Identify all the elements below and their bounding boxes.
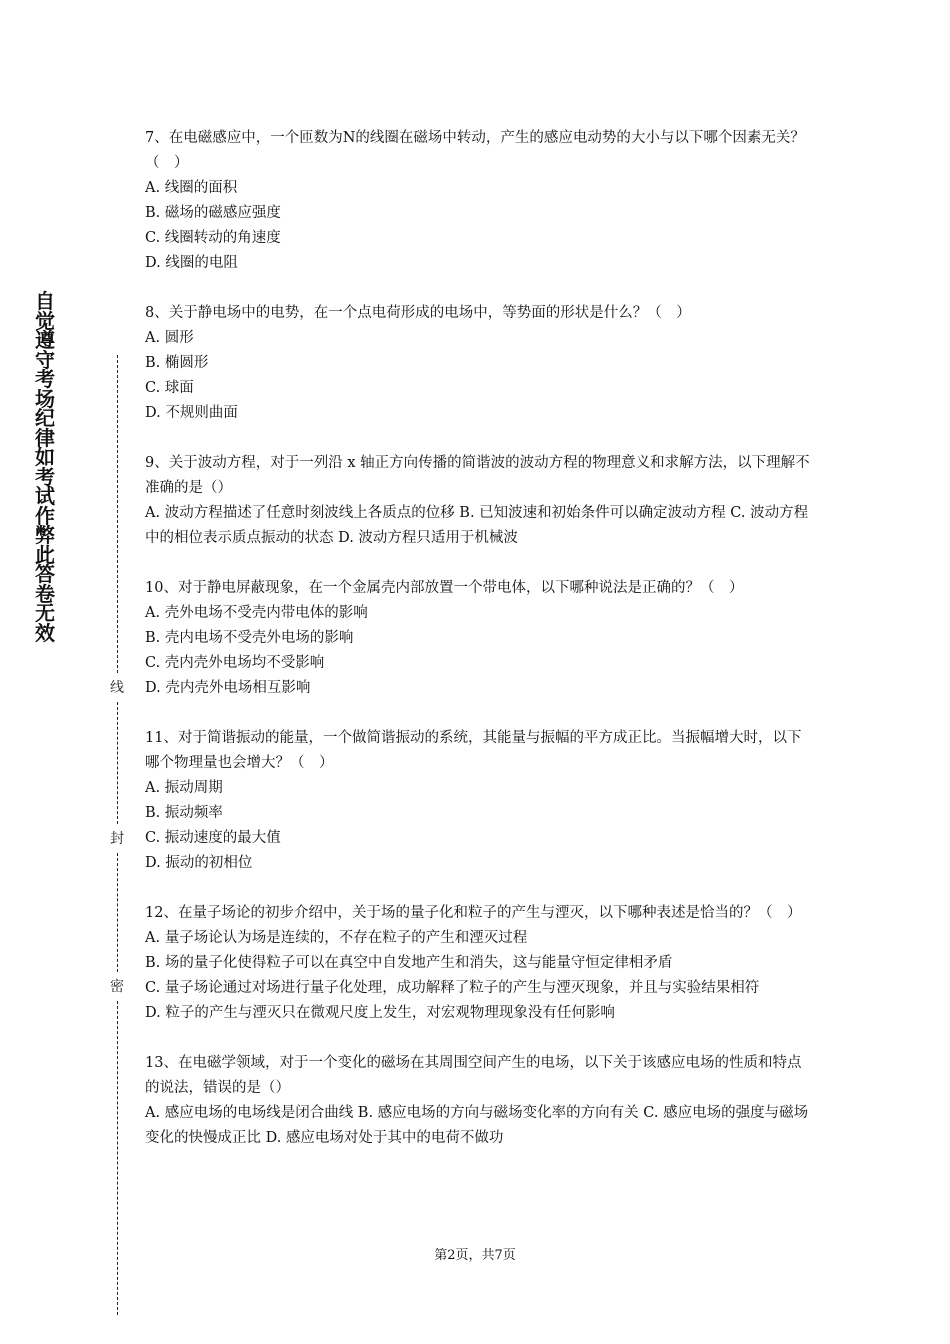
seal-dashed-line-1 [117, 355, 118, 673]
options-inline: A. 波动方程描述了任意时刻波线上各质点的位移 B. 已知波速和初始条件可以确定波动方程 C. 波动方程中的相位表示质点振动的状态 D. 波动方程只适用于机械波 [145, 505, 809, 546]
seal-dashed-line-2 [117, 702, 118, 824]
options-inline: A. 感应电场的电场线是闭合曲线 B. 感应电场的方向与磁场变化率的方向有关 C. 感应电场的强度与磁场变化的快慢成正比 D. 感应电场对处于其中的电荷不做功 [145, 1105, 809, 1146]
question-stem: 7、在电磁感应中，一个匝数为N的线圈在磁场中转动，产生的感应电动势的大小与以下哪个因素无关？（ ） [145, 130, 805, 171]
option-c: C. 球面 [145, 380, 194, 396]
question-stem: 8、关于静电场中的电势，在一个点电荷形成的电场中，等势面的形状是什么？（ ） [145, 305, 691, 321]
question-7 [145, 126, 815, 276]
option-d: D. 不规则曲面 [145, 405, 238, 421]
option-d: D. 振动的初相位 [145, 855, 253, 871]
option-b: B. 椭圆形 [145, 355, 209, 371]
option-a: A. 量子场论认为场是连续的，不存在粒子的产生和湮灭过程 [145, 930, 528, 946]
question-list [145, 126, 815, 1176]
option-a: A. 壳外电场不受壳内带电体的影响 [145, 605, 368, 621]
option-c: C. 壳内壳外电场均不受影响 [145, 655, 325, 671]
seal-char-seal: 封 [110, 831, 124, 847]
question-13 [145, 1051, 815, 1151]
option-c: C. 振动速度的最大值 [145, 830, 281, 846]
question-10 [145, 576, 815, 701]
question-8 [145, 301, 815, 426]
option-b: B. 磁场的磁感应强度 [145, 205, 281, 221]
question-stem: 12、在量子场论的初步介绍中，关于场的量子化和粒子的产生与湮灭，以下哪种表述是恰当的？（ ） [145, 905, 802, 921]
option-b: B. 振动频率 [145, 805, 223, 821]
question-stem: 9、关于波动方程，对于一列沿 x 轴正方向传播的简谐波的波动方程的物理意义和求解方法，以下理解不准确的是（） [145, 455, 810, 496]
option-a: A. 圆形 [145, 330, 194, 346]
option-a: A. 振动周期 [145, 780, 223, 796]
question-stem: 10、对于静电屏蔽现象，在一个金属壳内部放置一个带电体，以下哪种说法是正确的？（ ） [145, 580, 744, 596]
seal-dashed-line-4 [117, 1001, 118, 1315]
option-b: B. 场的量子化使得粒子可以在真空中自发地产生和消失，这与能量守恒定律相矛盾 [145, 955, 673, 971]
seal-dashed-line-3 [117, 853, 118, 972]
option-d: D. 线圈的电阻 [145, 255, 238, 271]
seal-char-line: 线 [110, 680, 124, 696]
question-11 [145, 726, 815, 876]
page-number: 第2页，共7页 [434, 1248, 516, 1263]
seal-char-close: 密 [110, 979, 124, 995]
question-9 [145, 451, 815, 551]
option-b: B. 壳内电场不受壳外电场的影响 [145, 630, 354, 646]
option-c: C. 线圈转动的角速度 [145, 230, 281, 246]
option-a: A. 线圈的面积 [145, 180, 238, 196]
option-d: D. 壳内壳外电场相互影响 [145, 680, 311, 696]
question-12 [145, 901, 815, 1026]
question-stem: 13、在电磁学领域，对于一个变化的磁场在其周围空间产生的电场，以下关于该感应电场的性质和特点的说法，错误的是（） [145, 1055, 802, 1096]
option-d: D. 粒子的产生与湮灭只在微观尺度上发生，对宏观物理现象没有任何影响 [145, 1005, 615, 1021]
exam-discipline-notice: 自觉遵守考场纪律如考试作弊此答卷无效 [35, 289, 55, 645]
option-c: C. 量子场论通过对场进行量子化处理，成功解释了粒子的产生与湮灭现象，并且与实验结果相符 [145, 980, 760, 996]
question-stem: 11、对于简谐振动的能量，一个做简谐振动的系统，其能量与振幅的平方成正比。当振幅增大时，以下哪个物理量也会增大？（ ） [145, 730, 802, 771]
